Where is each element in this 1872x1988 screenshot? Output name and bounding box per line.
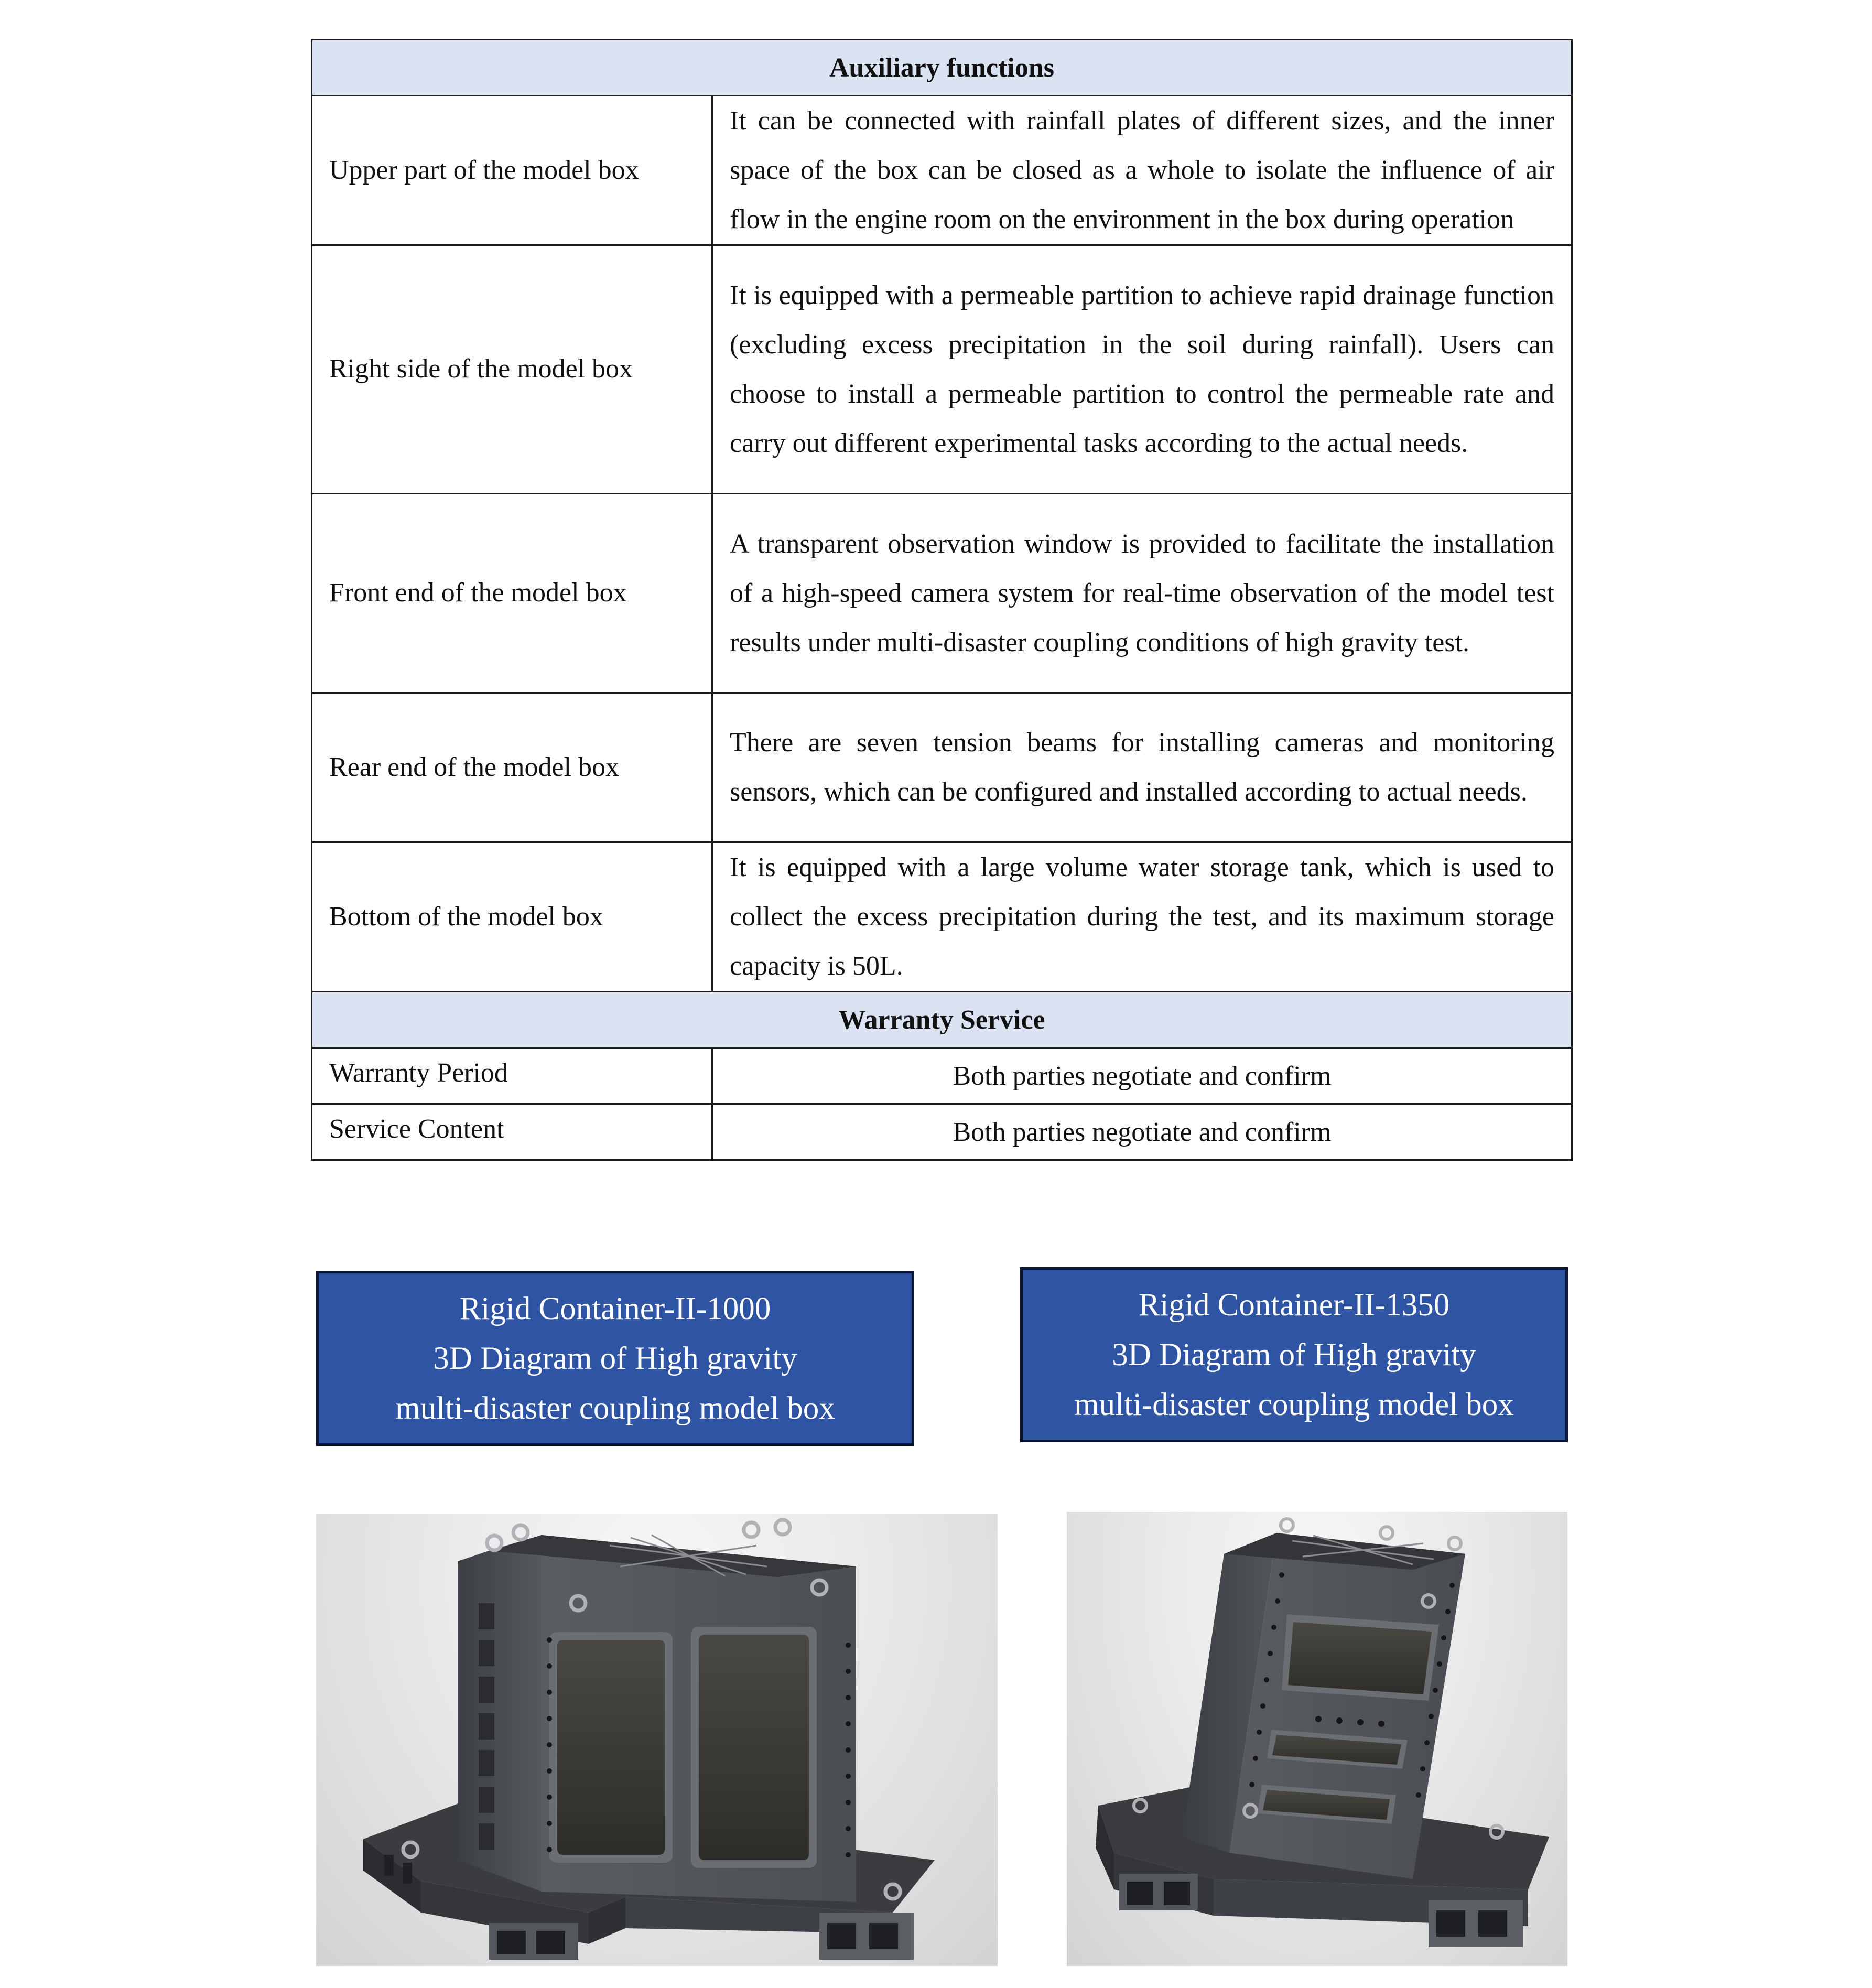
caption-line: Rigid Container-II-1000: [459, 1291, 771, 1326]
row-desc-bottom: It is equipped with a large volume water storage tank, which is used to collect the excess precipitation during the test, and its maximum storage capacity is 50L.: [712, 842, 1572, 992]
table-row: [312, 494, 1572, 693]
caption-rigid-container-1350: [1020, 1267, 1568, 1442]
warranty-period-value: Both parties negotiate and confirm: [712, 1048, 1572, 1104]
caption-line: 3D Diagram of High gravity: [1112, 1337, 1476, 1373]
caption-line: multi-disaster coupling model box: [395, 1390, 835, 1426]
specification-table: [311, 39, 1573, 1161]
table-row: [312, 1104, 1572, 1160]
warranty-period-label: Warranty Period: [312, 1048, 712, 1104]
warranty-service-header: Warranty Service: [312, 992, 1572, 1048]
table-row: [312, 96, 1572, 245]
table-row: [312, 245, 1572, 494]
model-box-1000-render: [316, 1514, 998, 1966]
auxiliary-functions-header: Auxiliary functions: [312, 40, 1572, 96]
caption-line: 3D Diagram of High gravity: [433, 1341, 797, 1376]
warranty-service-header-row: [312, 992, 1572, 1048]
model-box-1000-illustration: [316, 1514, 998, 1966]
caption-rigid-container-1000: [316, 1271, 914, 1446]
row-label-rear: Rear end of the model box: [312, 693, 712, 842]
row-desc-right: It is equipped with a permeable partition to achieve rapid drainage function (excluding excess precipitation in the soil during rainfall). Users can choose to install a permeable partition to control the permeable rate and carry out different experimental tasks according to the actual needs.: [712, 245, 1572, 494]
auxiliary-functions-header-row: [312, 40, 1572, 96]
table-row: [312, 693, 1572, 842]
row-desc-upper: It can be connected with rainfall plates of different sizes, and the inner space of the box can be closed as a whole to isolate the influence of air flow in the engine room on the environment in the box during operation: [712, 96, 1572, 245]
service-content-label: Service Content: [312, 1104, 712, 1160]
service-content-value: Both parties negotiate and confirm: [712, 1104, 1572, 1160]
table-row: [312, 842, 1572, 992]
row-label-right: Right side of the model box: [312, 245, 712, 494]
caption-line: Rigid Container-II-1350: [1138, 1287, 1450, 1323]
row-desc-rear: There are seven tension beams for installing cameras and monitoring sensors, which can be configured and installed according to actual needs.: [712, 693, 1572, 842]
row-label-bottom: Bottom of the model box: [312, 842, 712, 992]
model-box-1350-render: [1067, 1512, 1567, 1966]
row-label-upper: Upper part of the model box: [312, 96, 712, 245]
row-label-front: Front end of the model box: [312, 494, 712, 693]
caption-line: multi-disaster coupling model box: [1074, 1387, 1514, 1422]
table-row: [312, 1048, 1572, 1104]
row-desc-front: A transparent observation window is provided to facilitate the installation of a high-speed camera system for real-time observation of the model test results under multi-disaster coupling conditions of high gravity test.: [712, 494, 1572, 693]
model-box-1350-illustration: [1067, 1512, 1567, 1966]
